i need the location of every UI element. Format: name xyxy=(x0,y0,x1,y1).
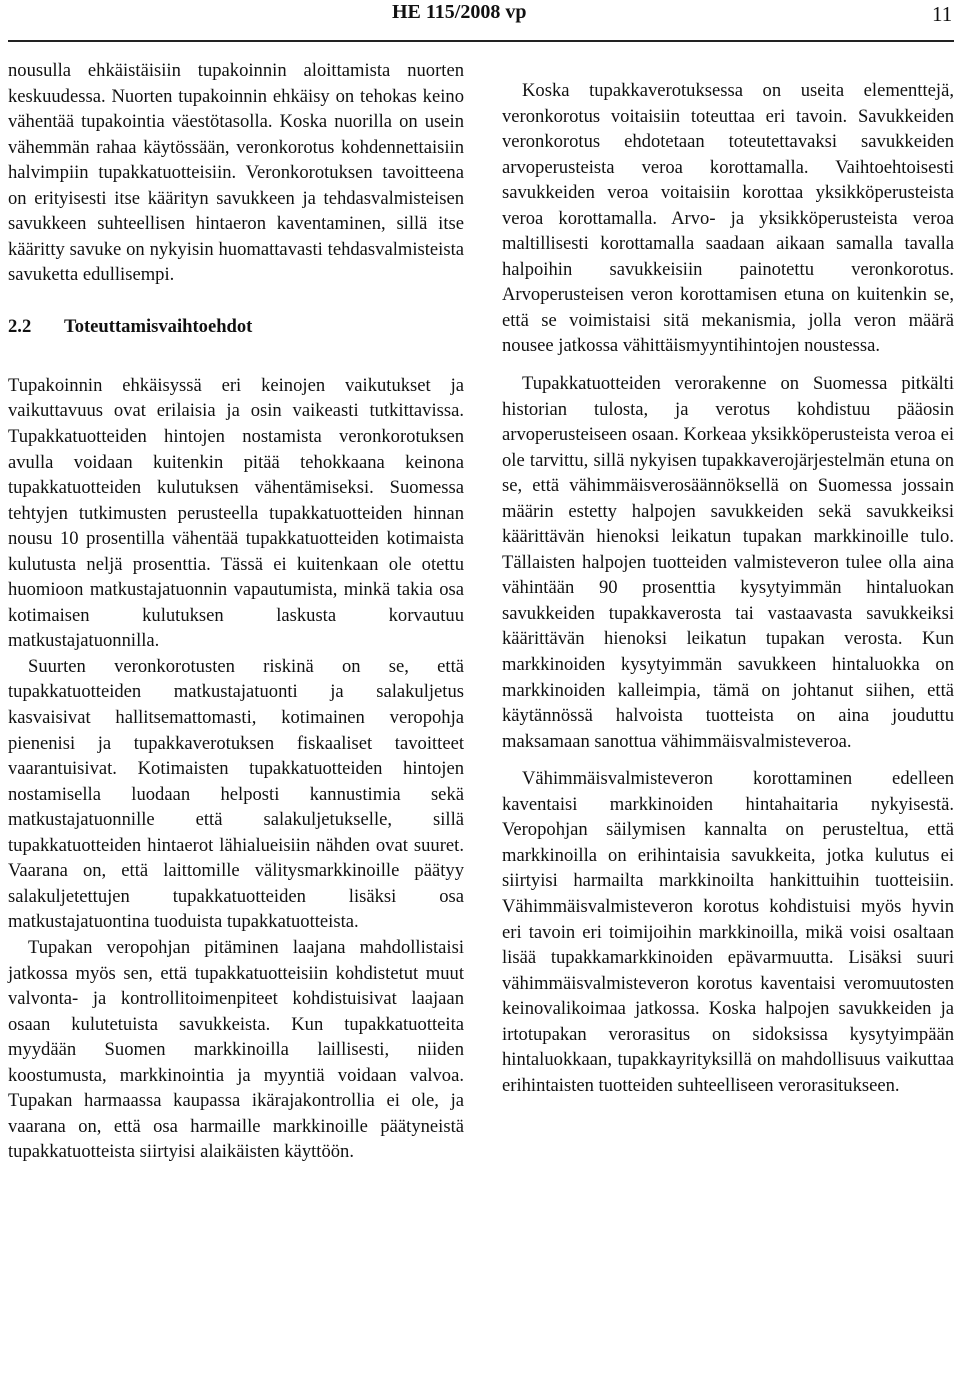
paragraph: Koska tupakkaverotuksessa on useita elementtejä, veronkorotus voitaisiin toteuttaa eri tavoin. Savukkeiden veronkorotus ehdotetaan toteutettavaksi savukkeiden arvoperusteista veroa korottamalla. Vaihtoehtoisesti savukkeiden veroa voitaisiin korottaa yksikköperusteista veroa korottamalla. Arvo- ja yksikköperusteista veroa maltillisesti korottamalla saadaan aikaan samalla tavalla halpoihin savukkeisiin painotettu veronkorotus. Arvoperusteisen veron korottamisen etuna on kuitenkin se, että se voimistaisi sitä mekanismia, jolla veron määrä nousee jatkossa vähittäismyyntihintojen noustessa. xyxy=(502,80,954,357)
left-column xyxy=(8,58,464,1165)
page-header xyxy=(0,0,960,40)
paragraph: Tupakkatuotteiden verorakenne on Suomessa pitkälti historian tulosta, ja verotus kohdistuu pääosin arvoperusteiseen osaan. Korkeaa yksikköperusteista veroa ei ole tarvittu, sillä nykyisen tupakkaverojärjestelmän etuna on se, että vähimmäisverosäännöksellä on Suomessa jossain määrin estetty halpojen savukkeiden sekä savukkeiksi käärittävän hienoksi leikatun tupakan markkinoille tulo. Tällaisten halpojen tuotteiden valmisteveron tulee olla aina vähintään 90 prosenttia kysytyimmän hintaluokan savukkeiden tupakkaverosta tai vastaavasta savukkeiksi käärittävän hienoksi leikatun tupakan verosta. Kun markkinoiden kysytyimmän savukkeen hintaluokka on markkinoiden kalleimpia, tämä on johtanut siihen, että käytännössä halvoista tuotteista on aina jouduttu maksamaan sanottua vähimmäisvalmisteveroa. xyxy=(502,373,954,752)
paragraph: Tupakan veropohjan pitäminen laajana mahdollistaisi jatkossa myös sen, että tupakkatuotteisiin kohdistetut muut valvonta- ja kontrollitoimenpiteet kohdistuisivat laajaan osaan kulutetuista savukkeista. Kun tupakkatuotteita myydään Suomen markkinoilla laillisesti, niiden koostumusta, markkinointia ja myyntiä voidaan valvoa. Tupakan harmaassa kaupassa ikärajakontrollia ei ole, ja vaarana on, että osa harmaille markkinoille päätyneistä tupakkatuotteista siirtyisi alaikäisten käyttöön. xyxy=(8,936,464,1163)
section-heading xyxy=(8,314,464,339)
section-number: 2.2 xyxy=(8,315,32,337)
paragraph: nousulla ehkäistäisiin tupakoinnin aloittamista nuorten keskuudessa. Nuorten tupakoinnin ehkäisy on tehokas keino vähentää tupakointia väestötasolla. Koska nuorilla on usein vähemmän rahaa käytössään, veronkorotus kohdennettaisiin halvimpiin tupakkatuotteisiin. Veronkorotuksen tavoitteena on erityisesti itse käärityn savukkeen ja tehdasvalmisteisen savukkeen suhteellisen hintaeron kaventaminen, sillä itse kääritty savuke on nykyisin huomattavasti tehdasvalmisteista savuketta edullisempi. xyxy=(8,60,464,286)
paragraph: Suurten veronkorotusten riskinä on se, että tupakkatuotteiden matkustajatuonti ja salakuljetus kasvaisivat hallitsemattomasti, kotimainen veropohja pienenisi ja tupakkaverotuksen fiskaaliset tavoitteet vaarantuisivat. Kotimaisten tupakkatuotteiden hintojen nostamisella luodaan helposti kannustimia sekä matkustajatuonnille että salakuljetukselle, sillä tupakkatuotteiden hintaerot lähialueisiin nähden ovat suuret. Vaarana on, että laittomille välitysmarkkinoille päätyy salakuljetettujen tupakkatuotteiden lisäksi osa matkustajatuontina tuoduista tupakkatuotteista. xyxy=(8,655,464,933)
paragraph: Vähimmäisvalmisteveron korottaminen edelleen kaventaisi markkinoiden hintahaitaria nykyisestä. Veropohjan säilymisen kannalta on perusteltua, että markkinoilla on erihintaisia savukkeita, jotka kulutus ei siirtyisi harmailta markkinoilta hankittuihin tuotteisiin. Vähimmäisvalmisteveron korotus kohdistuisi myös hyvin eri tavoin eri toimijoihin markkinoilla, mikä voisi osaltaan lisää tupakkamarkkinoiden epävarmuutta. Lisäksi suuri vähimmäisvalmisteveron korotus kaventaisi veromuutosten keinovalikoimaa jatkossa. Koska halpojen savukkeiden ja irtotupakan verorasitus on sidoksissa kysytyimpään hintaluokkaan, tupakkayrityksillä on mahdollisuus vaikuttaa erihintaisten tuotteiden suhteelliseen verorasitukseen. xyxy=(502,768,954,1096)
header-rule xyxy=(8,40,954,42)
section-title: Toteuttamisvaihtoehdot xyxy=(64,315,253,337)
paragraph: Tupakoinnin ehkäisyssä eri keinojen vaikutukset ja vaikuttavuus ovat erilaisia ja osin vaikeasti tutkittavissa. Tupakkatuotteiden hintojen nostamista veronkorotuksen avulla voidaan kuitenkin pitää tehokkaana keinona tupakkatuotteiden kulutuksen vähentämiseksi. Suomessa tehtyjen tutkimusten perusteella tupakkatuotteiden hinnan nousu 10 prosentilla vähentää tupakkatuotteiden kotimaista kulutusta neljä prosenttia. Tässä ei kuitenkaan ole otettu huomioon matkustajatuonnin vapautumista, minkä takia osa kotimaisen kulutuksen laskusta korvautuu matkustajatuonnilla. xyxy=(8,374,464,652)
document-id: HE 115/2008 vp xyxy=(392,1,527,23)
right-column xyxy=(502,78,954,1098)
page-number: 11 xyxy=(932,2,953,26)
